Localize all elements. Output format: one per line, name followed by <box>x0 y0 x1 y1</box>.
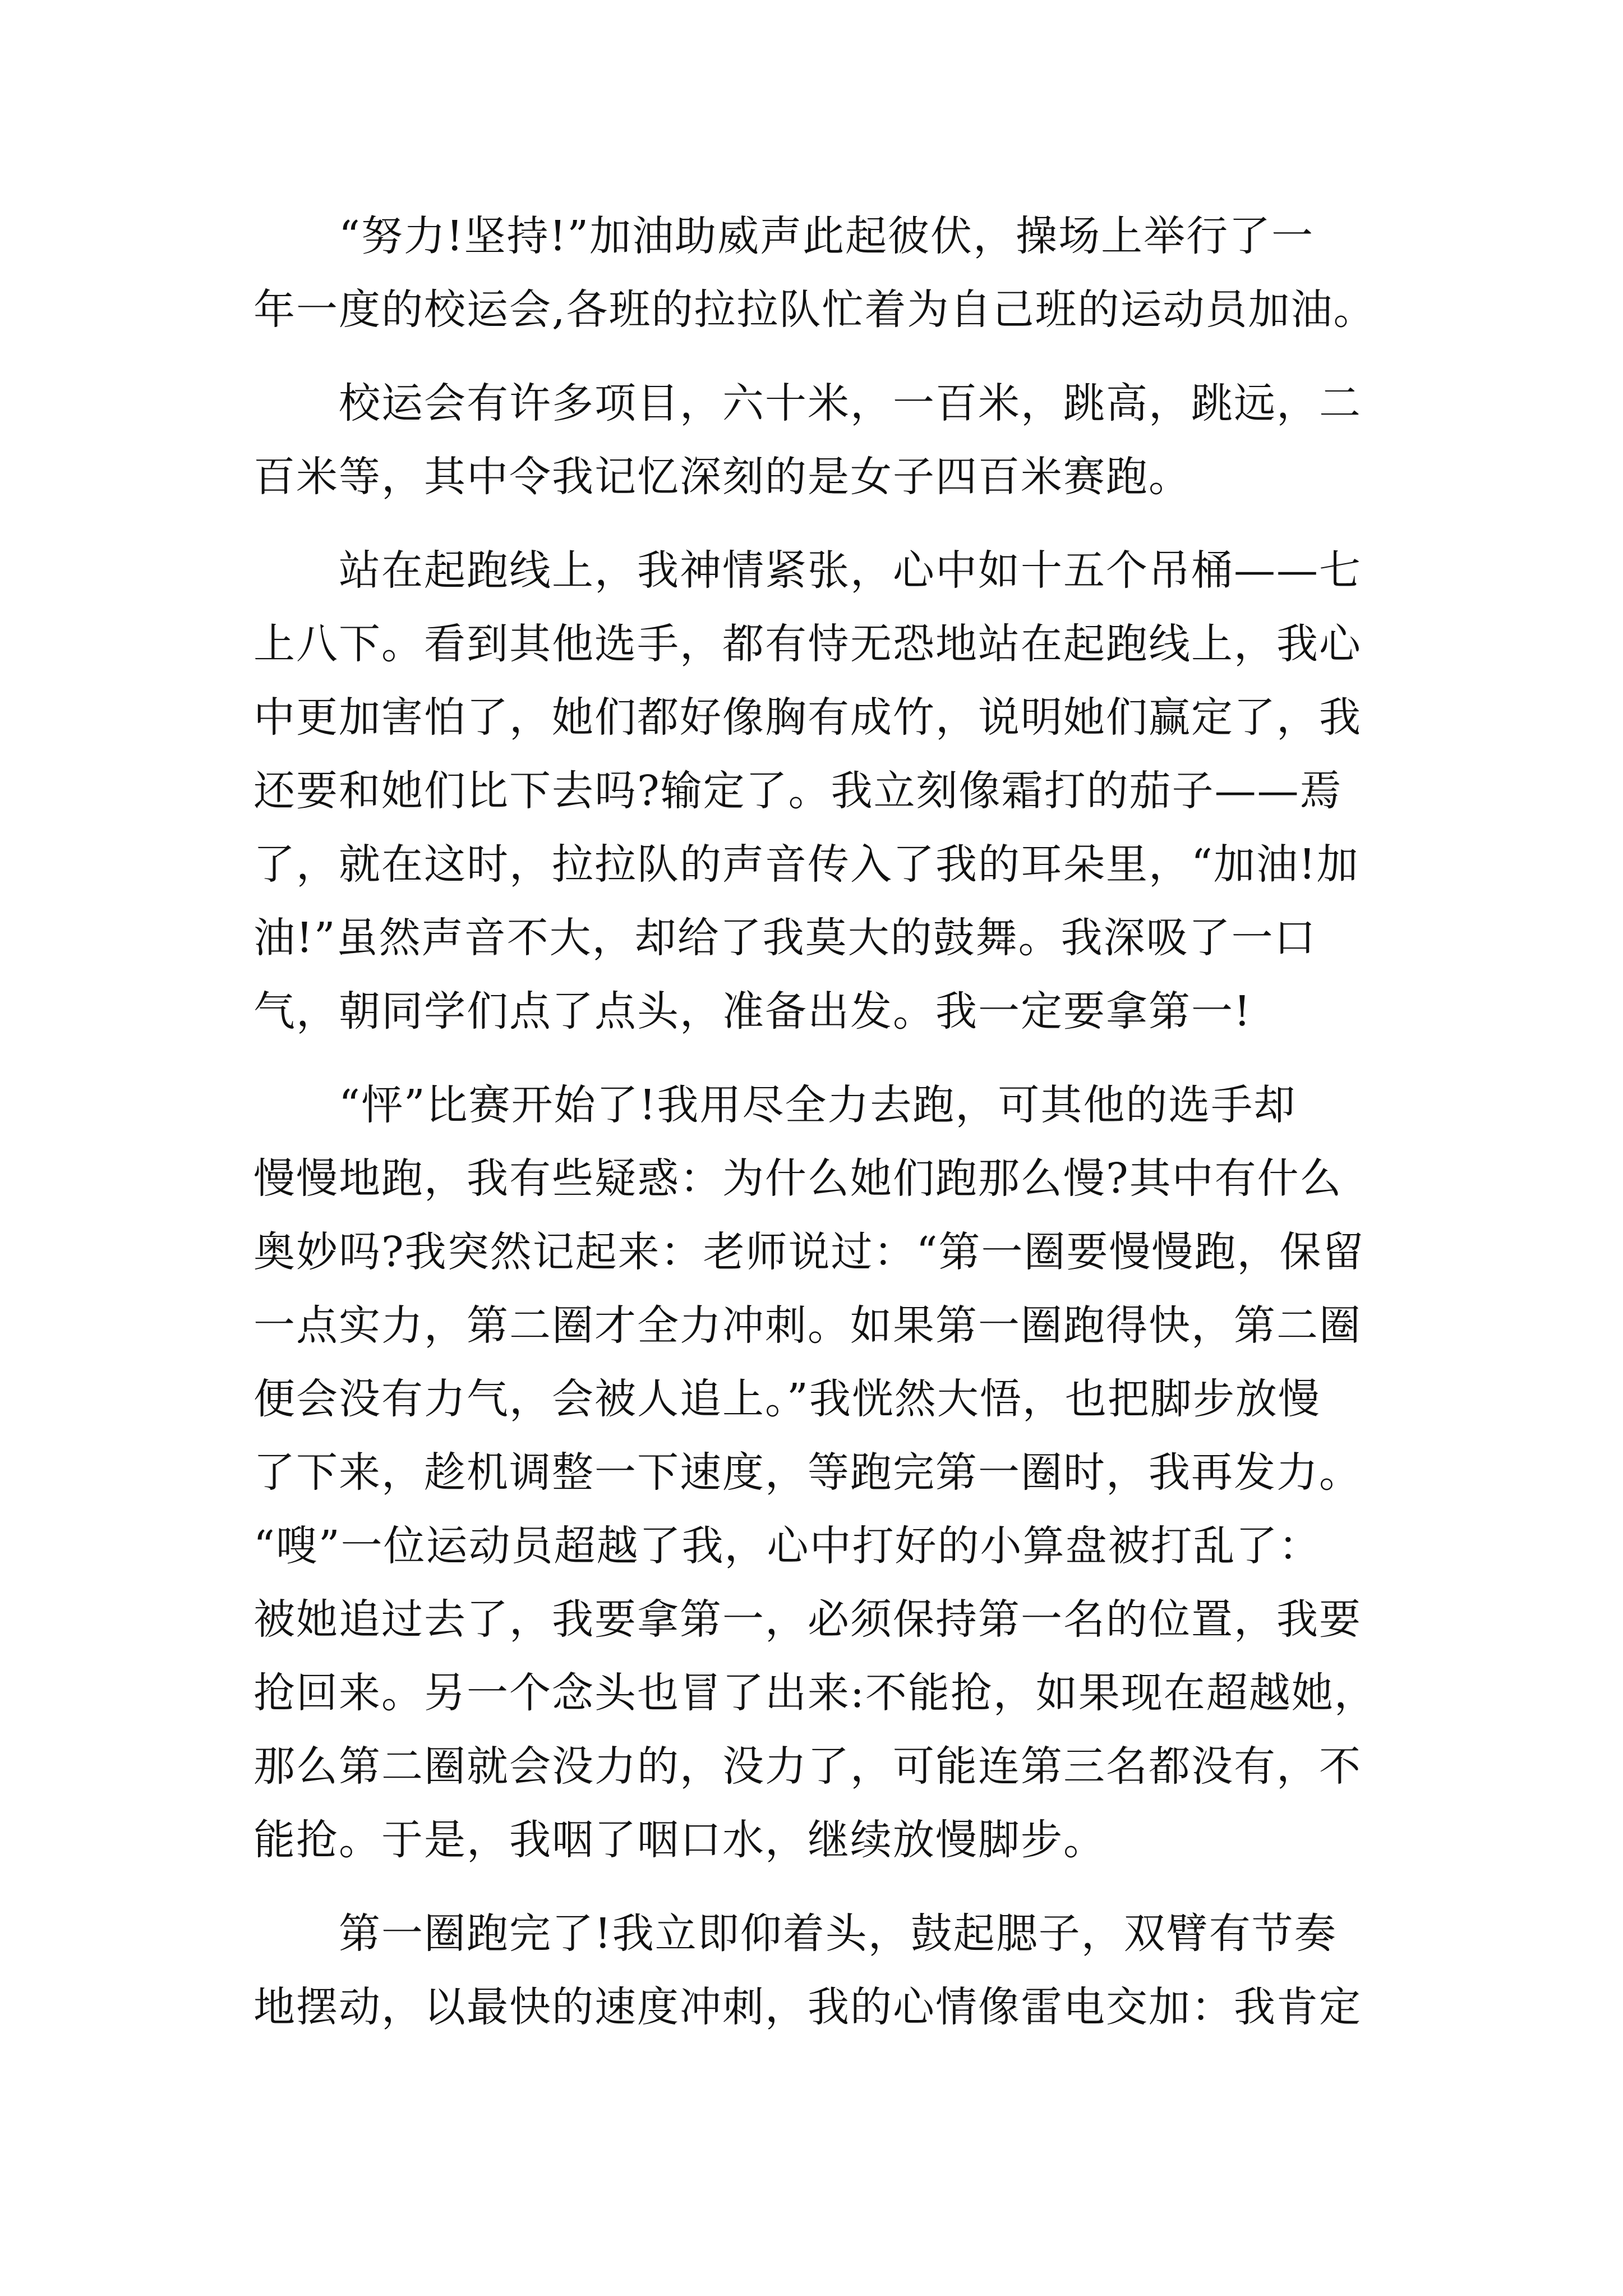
text-line: 能抢。于是，我咽了咽口水，继续放慢脚步。 <box>253 1816 1106 1864</box>
text-line: 上八下。看到其他选手，都有恃无恐地站在起跑线上，我心 <box>253 620 1362 668</box>
text-line: 站在起跑线上，我神情紧张，心中如十五个吊桶——七 <box>253 546 1362 595</box>
paragraph-gap <box>253 1048 1398 1069</box>
text-line: “怦”比赛开始了!我用尽全力去跑，可其他的选手却 <box>253 1081 1297 1129</box>
text-line: 了下来，趁机调整一下速度，等跑完第一圈时，我再发力。 <box>253 1448 1362 1497</box>
text-line: 校运会有许多项目，六十米，一百米，跳高，跳远，二 <box>253 379 1362 427</box>
text-line: 便会没有力气，会被人追上。”我恍然大悟，也把脚步放慢 <box>253 1375 1321 1423</box>
paragraph <box>253 534 1398 1048</box>
text-line: 年一度的校运会,各班的拉拉队忙着为自己班的运动员加油。 <box>253 286 1376 334</box>
essay-body <box>253 200 1398 2044</box>
text-line: 气，朝同学们点了点头，准备出发。我一定要拿第一! <box>253 987 1252 1036</box>
text-line: 油!”虽然声音不大，却给了我莫大的鼓舞。我深吸了一口 <box>253 914 1317 962</box>
paragraph-gap <box>253 1877 1398 1897</box>
text-line: 百米等，其中令我记忆深刻的是女子四百米赛跑。 <box>253 453 1191 501</box>
text-line: 被她追过去了，我要拿第一，必须保持第一名的位置，我要 <box>253 1595 1362 1644</box>
text-line: 还要和她们比下去吗?输定了。我立刻像霜打的茄子——焉 <box>253 767 1343 815</box>
paragraph <box>253 367 1398 514</box>
paragraph <box>253 1069 1398 1877</box>
text-line: “努力!坚持!”加油助威声此起彼伏，操场上举行了一 <box>253 212 1315 260</box>
paragraph-gap <box>253 347 1398 367</box>
text-line: 一点实力，第二圈才全力冲刺。如果第一圈跑得快，第二圈 <box>253 1301 1362 1350</box>
text-line: 第一圈跑完了!我立即仰着头，鼓起腮子，双臂有节奏 <box>253 1910 1337 1958</box>
text-line: 中更加害怕了，她们都好像胸有成竹，说明她们赢定了，我 <box>253 693 1362 742</box>
paragraph <box>253 200 1398 347</box>
text-line: 奥妙吗?我突然记起来：老师说过：“第一圈要慢慢跑，保留 <box>253 1228 1365 1276</box>
text-line: 地摆动，以最快的速度冲刺，我的心情像雷电交加：我肯定 <box>253 1983 1362 2031</box>
paragraph <box>253 1897 1398 2044</box>
text-line: 抢回来。另一个念头也冒了出来:不能抢，如果现在超越她， <box>253 1669 1377 1717</box>
text-line: “嗖”一位运动员超越了我，心中打好的小算盘被打乱了： <box>253 1522 1321 1570</box>
paragraph-gap <box>253 514 1398 534</box>
text-line: 那么第二圈就会没力的，没力了，可能连第三名都没有，不 <box>253 1742 1362 1791</box>
text-line: 了，就在这时，拉拉队的声音传入了我的耳朵里，“加油!加 <box>253 840 1359 889</box>
text-line: 慢慢地跑，我有些疑惑：为什么她们跑那么慢?其中有什么 <box>253 1154 1343 1203</box>
